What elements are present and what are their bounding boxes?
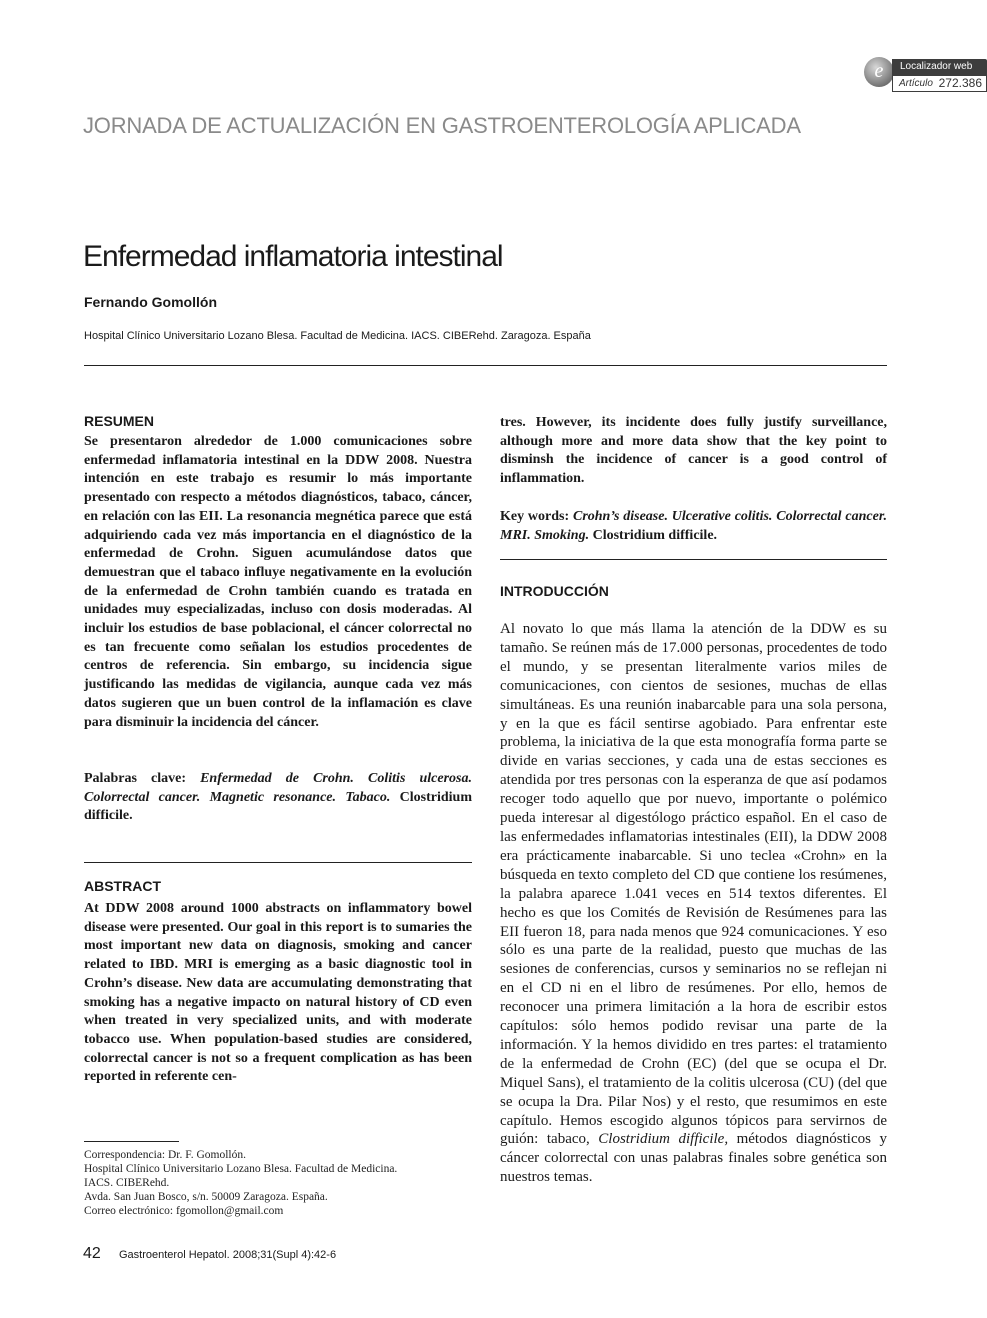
web-locator-badge <box>864 55 987 93</box>
author-name: Fernando Gomollón <box>84 294 217 310</box>
resumen-heading: RESUMEN <box>84 413 155 429</box>
page-number: 42 <box>83 1245 101 1262</box>
introduccion-text-before: Al novato lo que más llama la atención de la DDW es su tamaño. Se reúnen más de 17.000 personas, procedentes de todo el mundo, y se presentan literalmente varios miles de comunicaciones, con cientos de sesiones, muchas de ellas simultáneas. Es una reunión inabarcable para una sola persona, y en la que es fácil sentirse agobiado. Para enfrentar este problema, la iniciativa de la que esta monografía forma parte se divide en varias secciones, y cada una de estas secciones es atendida por tres personas con la esperanza de que así podamos recoger todo aquello que por nuevo, importante o polémico pueda interesar al digestólogo práctico español. En el caso de las enfermedades inflamatorias intestinales (EII), la DDW 2008 era prácticamente inabarcable. Si uno teclea «Crohn» en la búsqueda en texto completo del CD que contiene los resúmenes, la palabra aparece 1.041 veces en 514 textos diferentes. El hecho es que los Comités de Revisión de Resúmenes para las EII fueron 18, para nada menos que 924 comunicaciones. Y eso sólo es una parte de la realidad, puesto que muchas de las sesiones de conferencias, cursos y seminarios no se reflejan ni en el CD ni en el libro de resúmenes. Por ello, hemos de reconocer una primera limitación a la hora de escribir estos capítulos: sólo hemos podido revisar una parte de la información. Y la hemos dividido en tres partes: el tratamiento de la enfermedad de Crohn (EC) (del que se ocupa el Dr. Miquel Sans), el tratamiento de la colitis ulcerosa (CU) (del que se ocupa la Dra. Pilar Nos) y el resto, que resumimos en este capítulo. Hemos escogido algunos tópicos para servirnos de guión: tabaco, <box>500 621 887 1148</box>
footnote-divider <box>84 1141 179 1142</box>
locator-article-box <box>892 75 987 92</box>
journal-reference: Gastroenterol Hepatol. 2008;31(Supl 4):42-6 <box>119 1249 337 1261</box>
footnote-email: Correo electrónico: fgomollon@gmail.com <box>84 1205 284 1218</box>
introduccion-heading: INTRODUCCIÓN <box>500 583 609 599</box>
article-title: Enfermedad inflamatoria intestinal <box>83 240 503 273</box>
key-words-label: Key words: <box>500 509 570 524</box>
e-logo-icon: e <box>864 57 894 87</box>
locator-label-bar <box>892 59 987 75</box>
palabras-clave-label: Palabras clave: <box>84 771 186 786</box>
introduccion-text <box>500 620 887 1187</box>
correspondence-footnote <box>84 1148 474 1218</box>
author-affiliation: Hospital Clínico Universitario Lozano Blesa. Facultad de Medicina. IACS. CIBERehd. Zaragoza. España <box>84 330 591 342</box>
palabras-clave-italic: Enfermedad de Crohn. Colitis ulcerosa. Colorrectal cancer. Magnetic resonance. Tabaco. <box>84 771 472 805</box>
footnote-line: Correspondencia: Dr. F. Gomollón. <box>84 1149 246 1161</box>
section-header: JORNADA DE ACTUALIZACIÓN EN GASTROENTEROLOGÍA APLICADA <box>83 113 801 138</box>
article-number: 272.386 <box>938 76 982 90</box>
palabras-clave <box>84 770 472 826</box>
footnote-line: Hospital Clínico Universitario Lozano Blesa. Facultad de Medicina. <box>84 1163 398 1176</box>
locator-label: Localizador web <box>900 61 973 72</box>
introduccion-text-after: métodos diagnósticos y cáncer colorrectal con unas palabras finales sobre genética son nuestros temas. <box>500 1131 887 1186</box>
palabras-clave-plain: Clostridium difficile. <box>84 789 473 824</box>
key-words <box>500 508 887 545</box>
introduccion-divider <box>500 559 887 560</box>
article-label: Artículo <box>899 78 933 89</box>
abstract-divider <box>84 862 472 863</box>
footnote-line: IACS. CIBERehd. <box>84 1177 170 1190</box>
abstract-text-part2: tres. However, its incidente does fully justify surveillance, although more and more data show that the key point to disminsh the incidence of cancer is a good control of inflammation. <box>500 415 887 487</box>
resumen-text: Se presentaron alrededor de 1.000 comunicaciones sobre enfermedad inflamatoria intestinal en la DDW 2008. Nuestra intención en este trabajo es resumir lo más importante presentado con respecto a métodos diagnósticos, tabaco, cáncer, en relación con las EII. La resonancia megnética parece que está adquiriendo cada vez más importancia en el diagnóstico de la enfermedad de Crohn. Siguen acumulándose datos que demuestran que el tabaco influye negativamente en la evolución de la enfermedad de Crohn también cuando es tratada en unidades muy especializadas, incluso con dosis moderadas. Al incluir los estudios de base poblacional, el cáncer colorrectal no es tan frecuente como señalan los estudios procedentes de centros de referencia. Sin embargo, su incidencia sigue justificando las medidas de vigilancia, aunque cada vez más datos sugieren que un buen control de la inflamación es clave para disminuir la incidencia del cáncer. <box>84 434 472 730</box>
header-divider <box>84 365 887 366</box>
footnote-line: Avda. San Juan Bosco, s/n. 50009 Zaragoza. España. <box>84 1191 328 1204</box>
abstract-heading: ABSTRACT <box>84 878 161 894</box>
key-words-italic: Crohn’s disease. Ulcerative colitis. Colorrectal cancer. MRI. Smoking. <box>500 509 887 543</box>
abstract-text-part1: At DDW 2008 around 1000 abstracts on inflammatory bowel disease were presented. Our goal in this report is to sumaries the most important new data on diagnosis, smoking and cancer related to IBD. MRI is emerging as a basic diagnostic tool in Crohn’s disease. New data are accumulating demonstrating that smoking has a negative impacto on natural history of CD even when treated in very specialized units, and with moderate tobacco use. When population-based studies are considered, colorrectal cancer is not so a frequent complication as has been reported in referente cen- <box>84 901 472 1085</box>
introduccion-text-italic: Clostridium difficile, <box>598 1131 729 1148</box>
key-words-plain: Clostridium difficile. <box>592 527 718 543</box>
